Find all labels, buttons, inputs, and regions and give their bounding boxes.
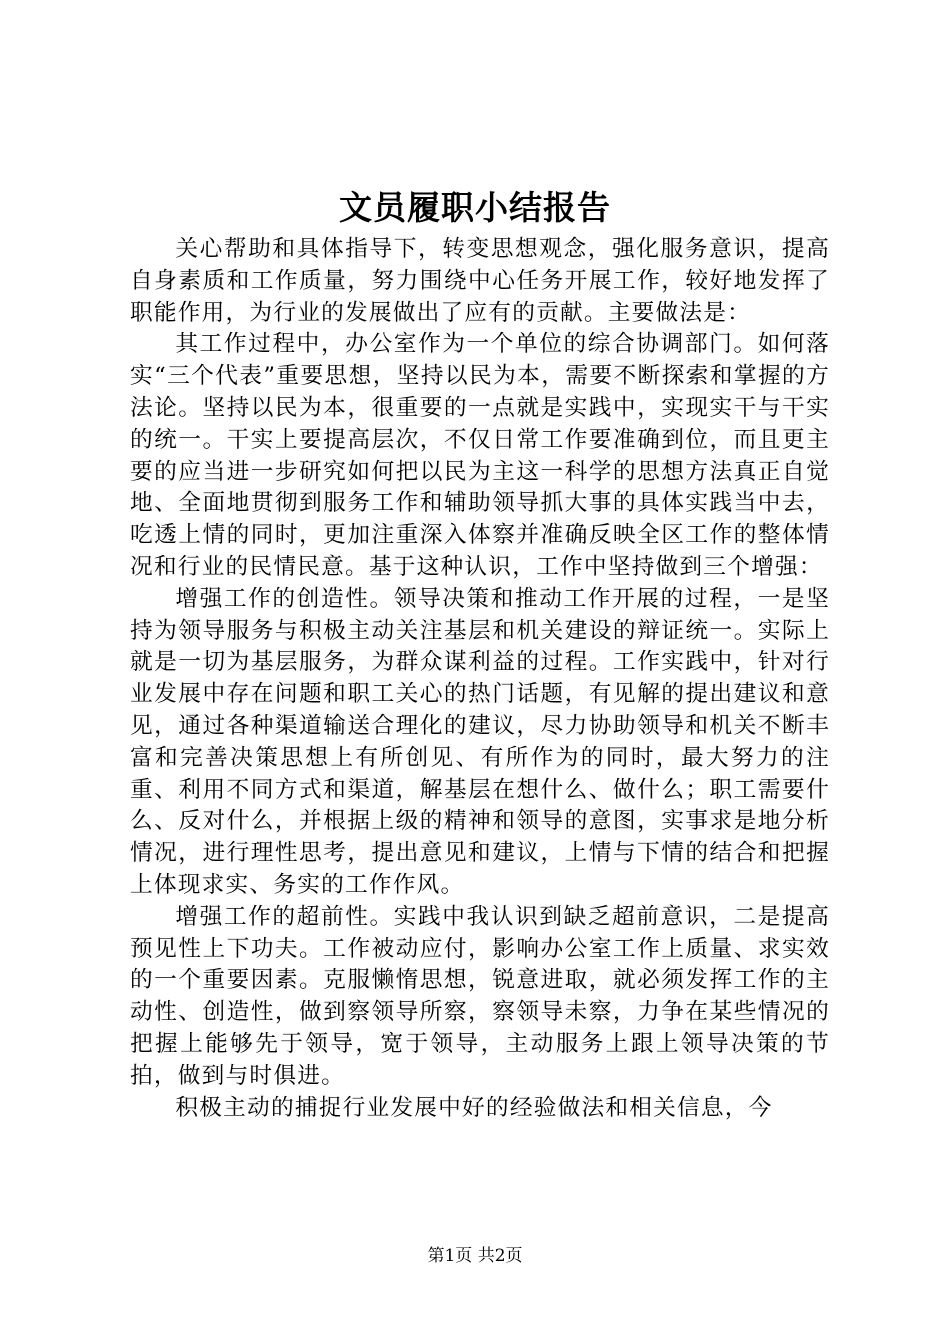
paragraph-4: 增强工作的超前性。实践中我认识到缺乏超前意识，二是提高预见性上下功夫。工作被动应付，影响办公室工作上质量、求实效的一个重要因素。克服懒惰思想，锐意进取，就必须发挥工作的主动性、创造性，做到察领导所察，察领导未察，力争在某些情况的把握上能够先于领导，宽于领导，主动服务上跟上领导决策的节拍，做到与时俱进。 <box>130 903 830 1089</box>
document-title: 文员履职小结报告 <box>339 188 611 227</box>
paragraph-2: 其工作过程中，办公室作为一个单位的综合协调部门。如何落实“三个代表”重要思想，坚持以民为本，需要不断探索和掌握的方法论。坚持以民为本，很重要的一点就是实践中，实现实干与干实的统一。干实上要提高层次，不仅日常工作要准确到位，而且更主要的应当进一步研究如何把以民为主这一科学的思想方法真正自觉地、全面地贯彻到服务工作和辅助领导抓大事的具体实践当中去，吃透上情的同时，更加注重深入体察并准确反映全区工作的整体情况和行业的民情民意。基于这种认识，工作中坚持做到三个增强： <box>130 331 830 580</box>
page-number-footer: 第1页 共2页 <box>427 1246 523 1266</box>
paragraph-5: 积极主动的捕捉行业发展中好的经验做法和相关信息，今 <box>175 1094 773 1121</box>
paragraph-3: 增强工作的创造性。领导决策和推动工作开展的过程，一是坚持为领导服务与积极主动关注基层和机关建设的辩证统一。实际上就是一切为基层服务，为群众谋利益的过程。工作实践中，针对行业发展中存在问题和职工关心的热门话题，有见解的提出建议和意见，通过各种渠道输送合理化的建议，尽力协助领导和机关不断丰富和完善决策思想上有所创见、有所作为的同时，最大努力的注重、利用不同方式和渠道，解基层在想什么、做什么；职工需要什么、反对什么，并根据上级的精神和领导的意图，实事求是地分析情况，进行理性思考，提出意见和建议，上情与下情的结合和把握上体现求实、务实的工作作风。 <box>130 585 830 898</box>
paragraph-1: 关心帮助和具体指导下，转变思想观念，强化服务意识，提高自身素质和工作质量，努力围绕中心任务开展工作，较好地发挥了职能作用，为行业的发展做出了应有的贡献。主要做法是： <box>130 236 830 326</box>
document-body <box>130 234 830 1124</box>
